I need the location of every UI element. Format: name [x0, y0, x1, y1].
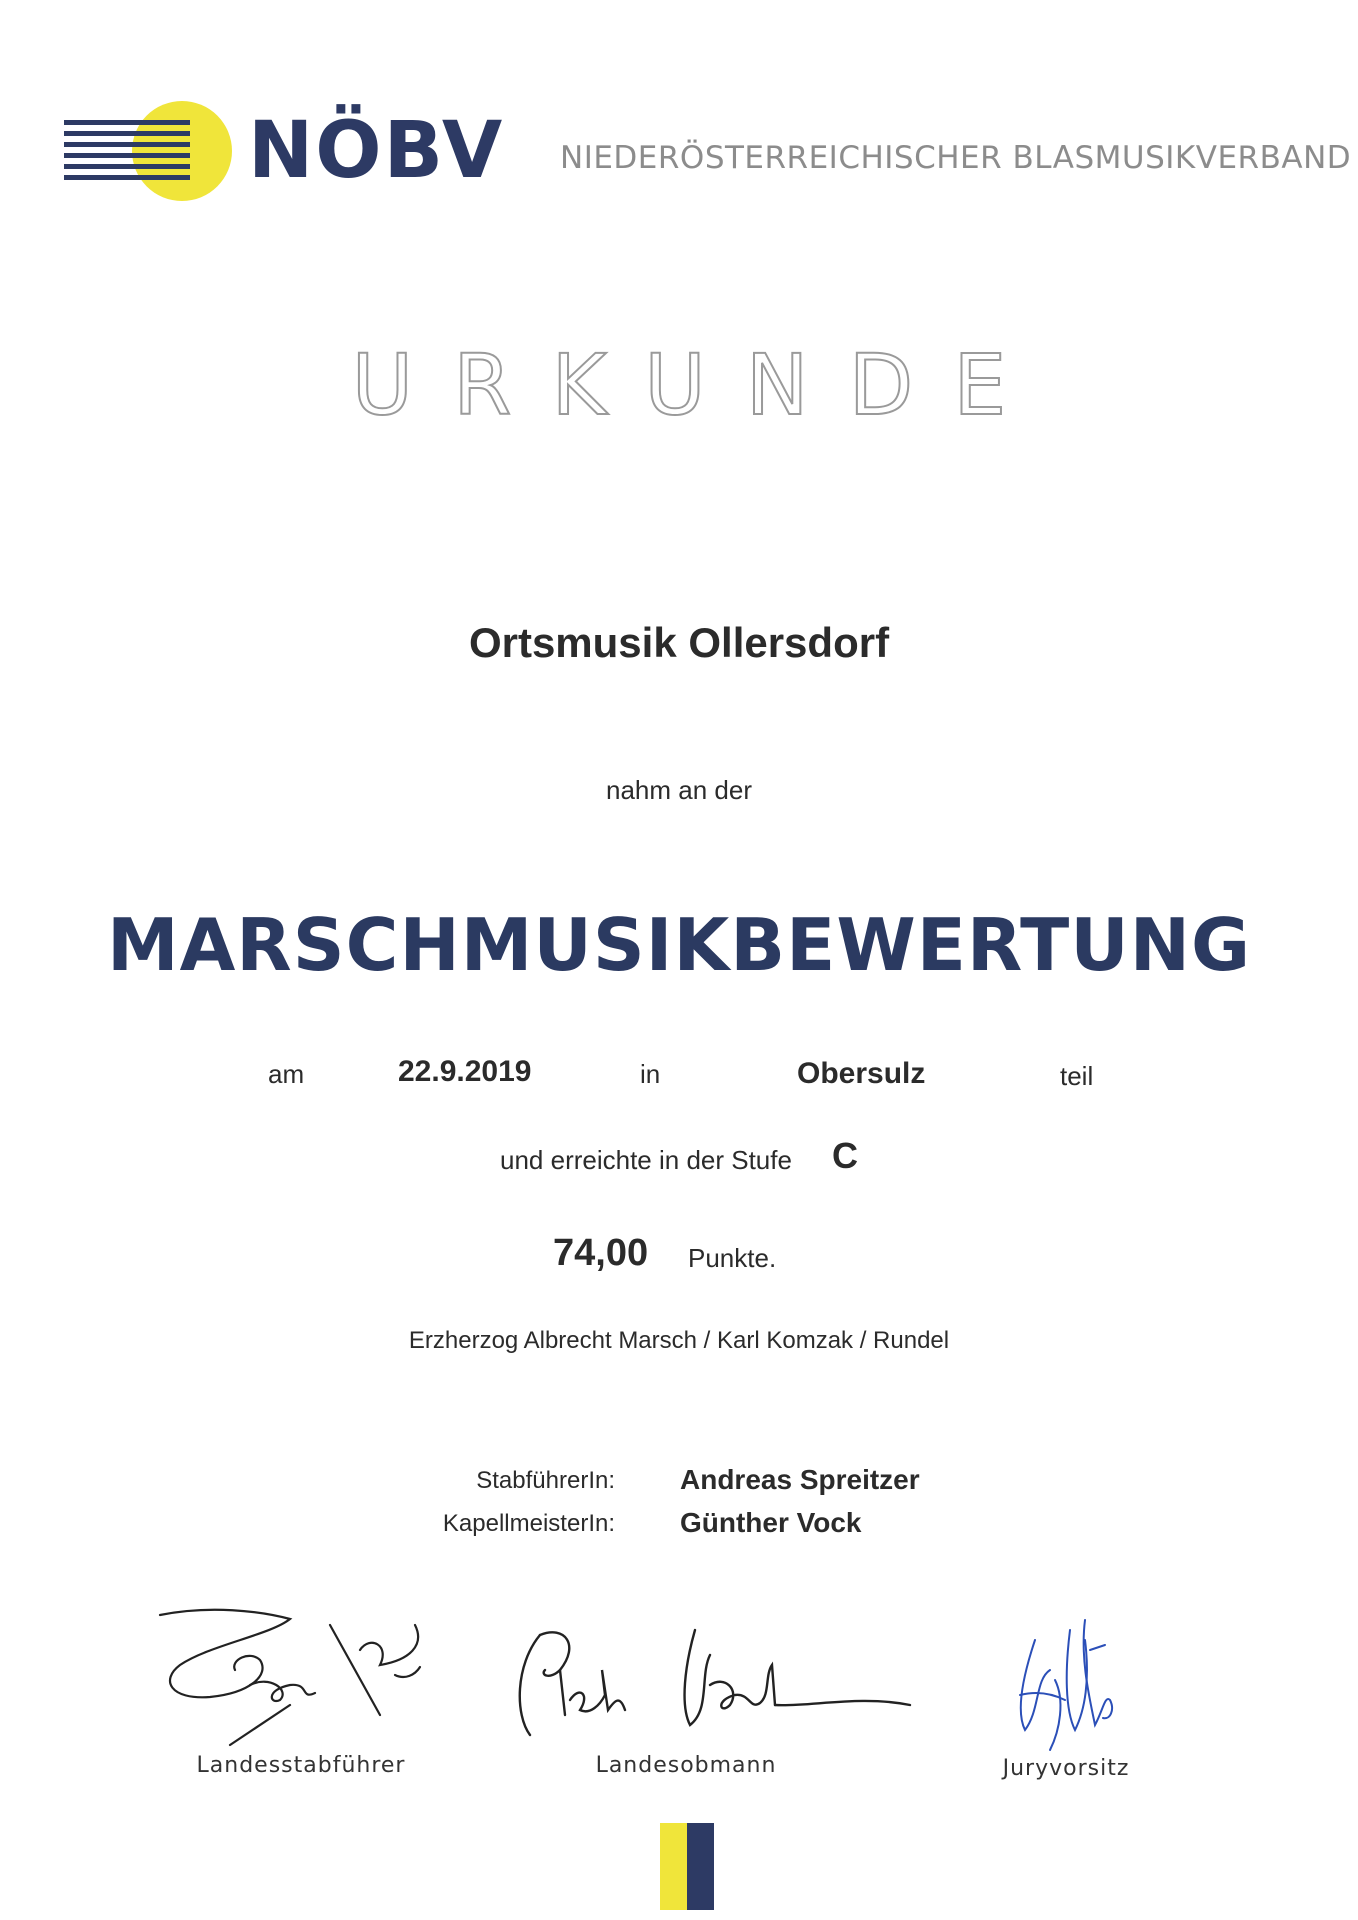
role-label-stabfuehrer: StabführerIn:	[476, 1467, 615, 1494]
stufe-value: C	[832, 1135, 858, 1176]
am-label: am	[268, 1059, 305, 1089]
stufe-label: und erreichte in der Stufe	[500, 1145, 792, 1175]
signature-juryvorsitz	[995, 1600, 1125, 1760]
signature-label-landesobmann: Landesobmann	[595, 1753, 777, 1778]
role-name-kapellmeister: Günther Vock	[680, 1507, 862, 1538]
points-label: Punkte.	[688, 1243, 777, 1273]
teil-label: teil	[1060, 1061, 1094, 1091]
organization-name: NIEDERÖSTERREICHISCHER BLASMUSIKVERBAND	[560, 140, 1352, 176]
signature-landesobmann	[510, 1615, 920, 1745]
logo-wordmark: NÖBV	[248, 106, 505, 196]
points-value: 74,00	[553, 1232, 649, 1274]
noebv-logo-icon	[64, 98, 234, 204]
event-date: 22.9.2019	[398, 1055, 532, 1088]
event-place: Obersulz	[797, 1057, 926, 1090]
signature-label-landesstabfuehrer: Landesstabführer	[196, 1753, 406, 1778]
footer-color-bar	[660, 1823, 714, 1910]
signature-label-juryvorsitz: Juryvorsitz	[1002, 1756, 1130, 1781]
role-label-kapellmeister: KapellmeisterIn:	[442, 1510, 615, 1537]
pieces-list: Erzherzog Albrecht Marsch / Karl Komzak / Rundel	[408, 1327, 950, 1354]
role-name-stabfuehrer: Andreas Spreitzer	[680, 1464, 920, 1495]
in-label: in	[640, 1059, 661, 1089]
event-name: MARSCHMUSIKBEWERTUNG	[106, 903, 1252, 987]
signature-landesstabfuehrer	[150, 1605, 440, 1755]
band-name: Ortsmusik Ollersdorf	[468, 619, 890, 666]
certificate-title: URKUNDE	[351, 336, 1047, 434]
took-part-text: nahm an der	[606, 775, 752, 805]
